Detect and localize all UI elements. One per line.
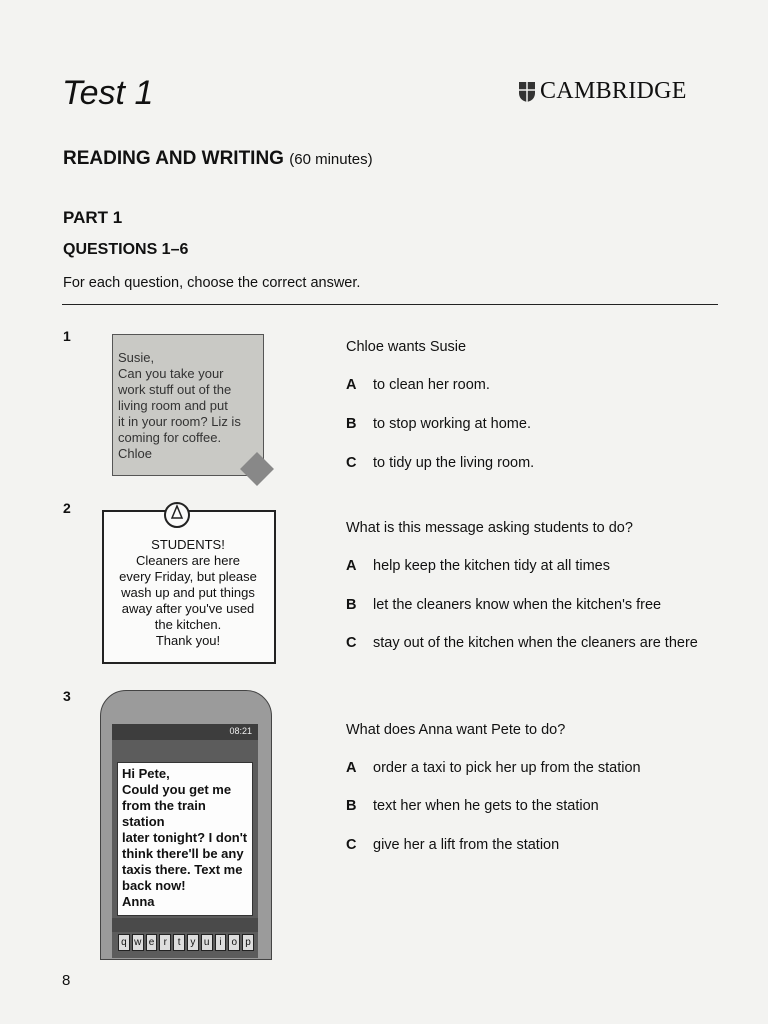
option-text: to tidy up the living room. [373, 455, 535, 471]
option-b[interactable] [346, 798, 599, 814]
note-text [118, 350, 263, 462]
option-letter: C [346, 635, 357, 651]
option-text: stay out of the kitchen when the cleaners are there [373, 635, 698, 651]
message-line: back now! [122, 878, 186, 893]
message-line: Anna [122, 894, 155, 909]
question-stem: What does Anna want Pete to do? [346, 722, 566, 738]
option-letter: A [346, 558, 357, 574]
question-stem: What is this message asking students to do? [346, 520, 633, 536]
pin-icon [160, 498, 194, 532]
option-letter: A [346, 377, 357, 393]
test-title: Test 1 [62, 74, 154, 112]
key: w [132, 934, 144, 951]
notice-line: the kitchen. [154, 617, 222, 632]
key: r [159, 934, 171, 951]
option-text: let the cleaners know when the kitchen's free [373, 597, 662, 613]
option-letter: B [346, 597, 357, 613]
option-letter: B [346, 416, 357, 432]
option-text: text her when he gets to the station [373, 798, 599, 814]
status-time: 08:21 [229, 726, 252, 736]
key: q [118, 934, 130, 951]
question-stem: Chloe wants Susie [346, 339, 467, 355]
shield-icon [518, 81, 536, 103]
option-b[interactable] [346, 416, 531, 432]
note-line: Can you take your [118, 366, 224, 381]
key: i [215, 934, 227, 951]
notice-line: STUDENTS! [151, 537, 225, 552]
message-line: Could you get me [122, 782, 232, 797]
note-line: it in your room? Liz is [118, 414, 241, 429]
note-line: coming for coffee. [118, 430, 222, 445]
note-line: work stuff out of the [118, 382, 232, 397]
message-line: think there'll be any [122, 846, 244, 861]
notice-line: Cleaners are here [135, 553, 241, 568]
message-line: Hi Pete, [122, 766, 170, 781]
key: p [242, 934, 254, 951]
section-name: READING AND WRITING [63, 148, 284, 169]
option-a[interactable] [346, 377, 490, 393]
brand-name: CAMBRIDGE [540, 78, 687, 104]
option-letter: C [346, 837, 357, 853]
option-letter: B [346, 798, 357, 814]
status-bar [112, 724, 258, 740]
option-text: help keep the kitchen tidy at all times [373, 558, 610, 574]
key: y [187, 934, 199, 951]
key: u [201, 934, 213, 951]
part-heading: PART 1 [63, 208, 123, 227]
notice-line: every Friday, but please [119, 569, 257, 584]
phone-nav-bar [112, 918, 258, 932]
option-b[interactable] [346, 597, 661, 613]
option-c[interactable] [346, 837, 559, 853]
option-letter: A [346, 760, 357, 776]
message-line: later tonight? I don't [122, 830, 248, 845]
option-text: order a taxi to pick her up from the station [373, 760, 641, 776]
notice-line: away after you've used [121, 601, 255, 616]
option-c[interactable] [346, 635, 698, 651]
notice-text [108, 537, 268, 649]
page-number: 8 [62, 972, 71, 989]
key: t [173, 934, 185, 951]
option-letter: C [346, 455, 357, 471]
note-line: Chloe [118, 446, 152, 461]
question-number: 2 [63, 500, 71, 516]
key: o [228, 934, 240, 951]
message-text [122, 766, 250, 910]
message-line: taxis there. Text me [122, 862, 243, 877]
instruction: For each question, choose the correct answer. [63, 275, 361, 291]
message-line: from the train station [122, 798, 206, 829]
key: e [146, 934, 158, 951]
keyboard [118, 934, 254, 956]
cambridge-logo [518, 78, 687, 105]
notice-line: wash up and put things [121, 585, 255, 600]
option-a[interactable] [346, 558, 610, 574]
section-duration: (60 minutes) [289, 151, 373, 168]
questions-range: QUESTIONS 1–6 [63, 241, 189, 258]
option-text: to clean her room. [373, 377, 490, 393]
question-number: 1 [63, 328, 71, 344]
section-title [63, 148, 373, 170]
question-number: 3 [63, 688, 71, 704]
divider [62, 304, 718, 305]
option-text: to stop working at home. [373, 416, 531, 432]
note-line: Susie, [118, 350, 155, 365]
notice-line: Thank you! [155, 633, 221, 648]
note-line: living room and put [118, 398, 228, 413]
option-a[interactable] [346, 760, 641, 776]
option-c[interactable] [346, 455, 534, 471]
option-text: give her a lift from the station [373, 837, 560, 853]
